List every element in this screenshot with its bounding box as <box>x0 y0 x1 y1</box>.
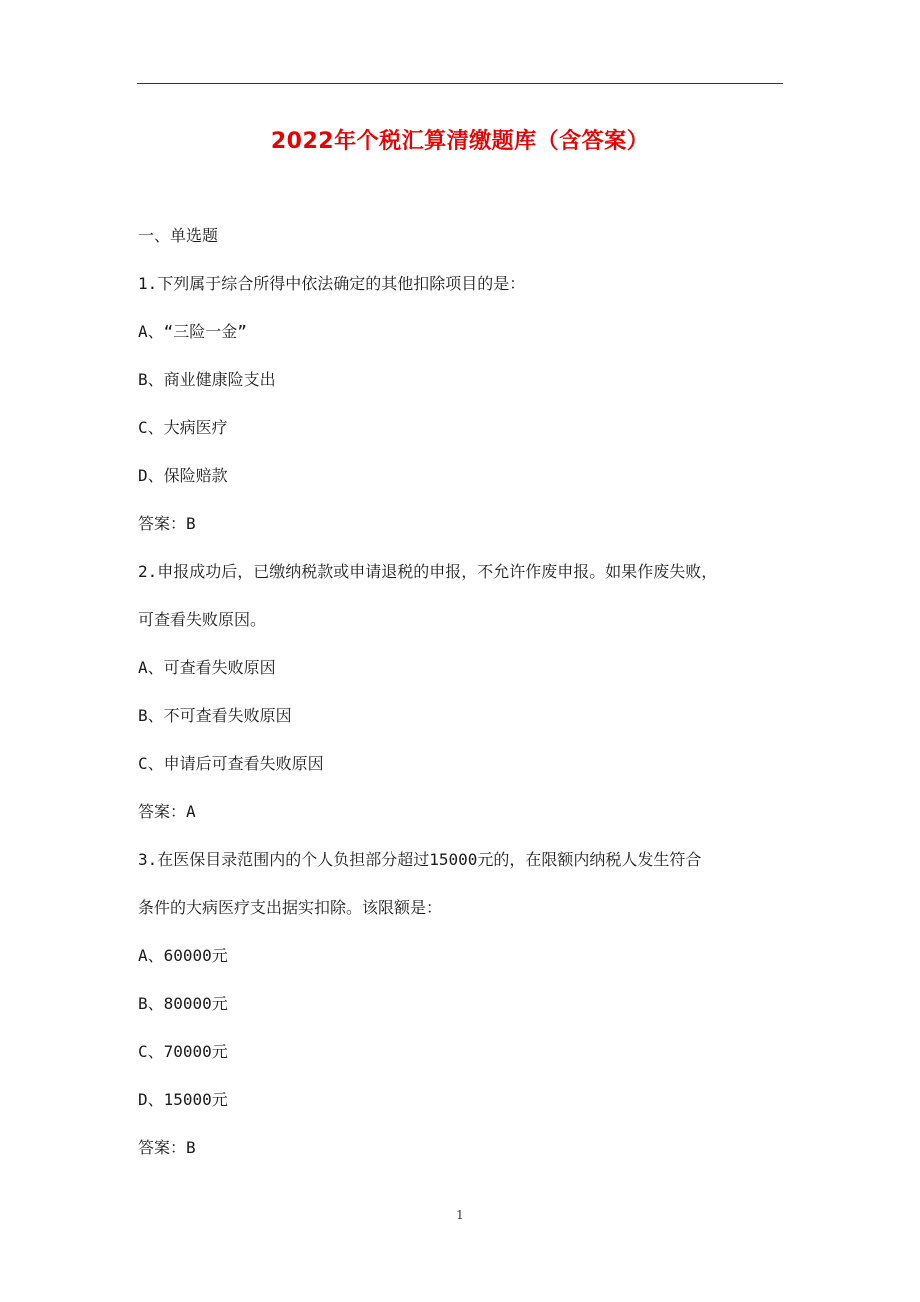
question-3-option-c: C、70000元 <box>138 1042 228 1061</box>
question-2-option-c: C、申请后可查看失败原因 <box>138 754 324 773</box>
question-2-text-line1: 2.申报成功后，已缴纳税款或申请退税的申报，不允许作废申报。如果作废失败， <box>138 562 718 581</box>
question-3-option-d: D、15000元 <box>138 1090 228 1109</box>
header-rule <box>137 83 783 84</box>
document-title: 2022年个税汇算清缴题库（含答案） <box>270 129 650 154</box>
question-3-text-line2: 条件的大病医疗支出据实扣除。该限额是： <box>138 898 443 917</box>
question-1-option-d: D、保险赔款 <box>138 466 228 485</box>
question-2-text-line2: 可查看失败原因。 <box>138 610 267 629</box>
document-body <box>138 212 788 1172</box>
question-2-option-b: B、不可查看失败原因 <box>138 706 292 725</box>
question-3-option-a: A、60000元 <box>138 946 228 965</box>
question-2-answer: 答案：A <box>138 802 196 821</box>
section-heading: 一、单选题 <box>138 226 219 245</box>
question-1-text: 1.下列属于综合所得中依法确定的其他扣除项目的是： <box>138 274 526 293</box>
page-number: 1 <box>456 1208 464 1222</box>
question-3-option-b: B、80000元 <box>138 994 228 1013</box>
question-3-answer: 答案：B <box>138 1138 196 1157</box>
question-1-option-b: B、商业健康险支出 <box>138 370 276 389</box>
question-2-option-a: A、可查看失败原因 <box>138 658 276 677</box>
question-3-text-line1: 3.在医保目录范围内的个人负担部分超过15000元的，在限额内纳税人发生符合 <box>138 850 702 869</box>
question-1-option-a: A、“三险一金” <box>138 322 247 341</box>
question-1-answer: 答案：B <box>138 514 196 533</box>
question-1-option-c: C、大病医疗 <box>138 418 228 437</box>
